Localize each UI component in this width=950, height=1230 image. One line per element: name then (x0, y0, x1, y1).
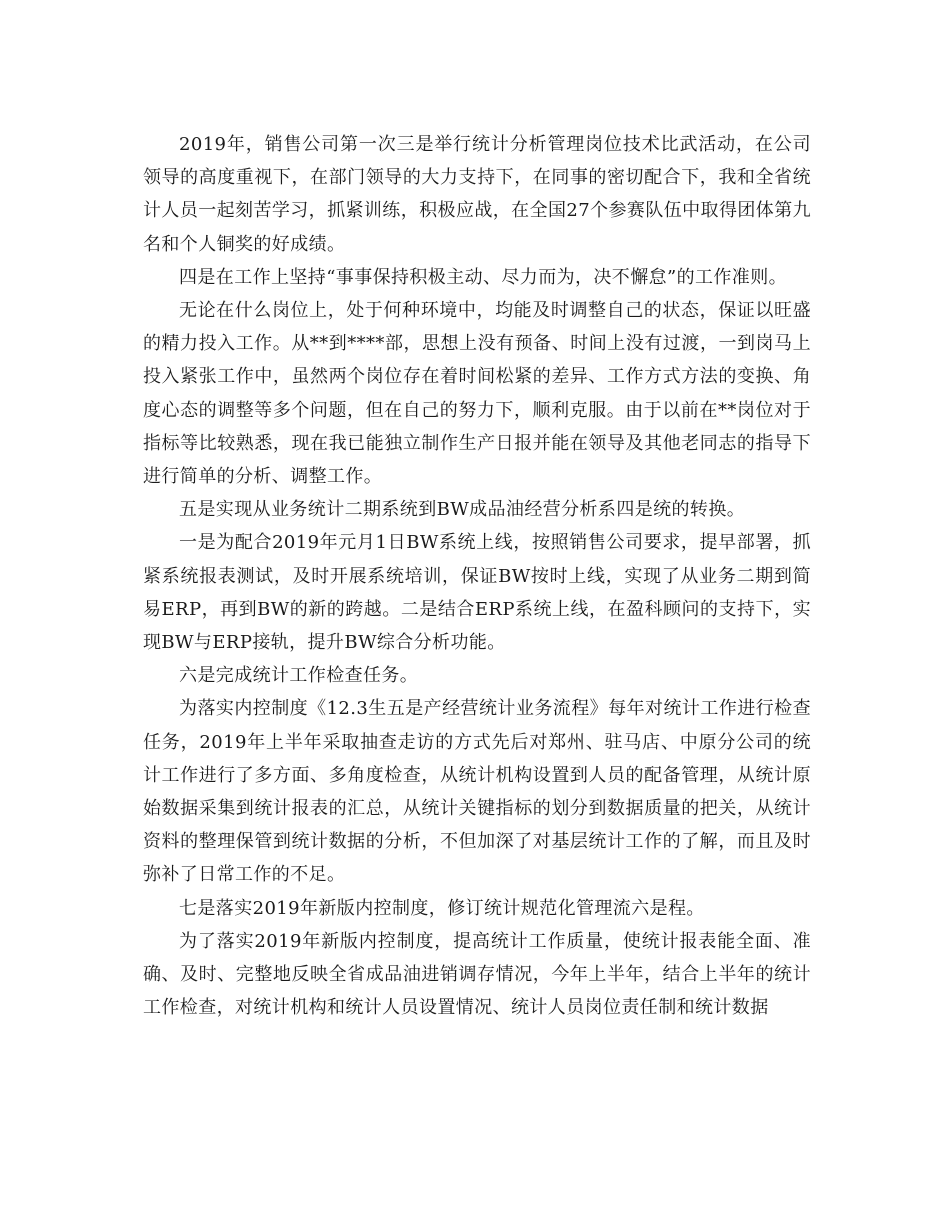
document-body (143, 128, 811, 1024)
paragraph: 无论在什么岗位上，处于何种环境中，均能及时调整自己的状态，保证以旺盛的精力投入工作。从**到****部，思想上没有预备、时间上没有过渡，一到岗马上投入紧张工作中，虽然两个岗位存在着时间松紧的差异、工作方式方法的变换、角度心态的调整等多个问题，但在自己的努力下，顺利克服。由于以前在**岗位对于指标等比较熟悉，现在我已能独立制作生产日报并能在领导及其他老同志的指导下进行简单的分析、调整工作。 (143, 300, 811, 488)
paragraph: 一是为配合2019年元月1日BW系统上线，按照销售公司要求，提早部署，抓紧系统报表测试，及时开展系统培训，保证BW按时上线，实现了从业务二期到简易ERP，再到BW的新的跨越。二是结合ERP系统上线，在盈科顾问的支持下，实现BW与ERP接轨，提升BW综合分析功能。 (143, 532, 811, 654)
paragraph: 五是实现从业务统计二期系统到BW成品油经营分析系四是统的转换。 (179, 499, 746, 521)
paragraph: 七是落实2019年新版内控制度，修订统计规范化管理流六是程。 (179, 897, 705, 919)
paragraph: 四是在工作上坚持“事事保持积极主动、尽力而为，决不懈怠”的工作准则。 (179, 266, 788, 288)
paragraph: 为了落实2019年新版内控制度，提高统计工作质量，使统计报表能全面、准确、及时、完整地反映全省成品油进销调存情况，今年上半年，结合上半年的统计工作检查，对统计机构和统计人员设置情况、统计人员岗位责任制和统计数据 (143, 930, 811, 1019)
paragraph: 六是完成统计工作检查任务。 (179, 665, 419, 687)
paragraph: 为落实内控制度《12.3生五是产经营统计业务流程》每年对统计工作进行检查任务，2019年上半年采取抽查走访的方式先后对郑州、驻马店、中原分公司的统计工作进行了多方面、多角度检查，从统计机构设置到人员的配备管理，从统计原始数据采集到统计报表的汇总，从统计关键指标的划分到数据质量的把关，从统计资料的整理保管到统计数据的分析，不但加深了对基层统计工作的了解，而且及时弥补了日常工作的不足。 (143, 698, 811, 886)
paragraph: 2019年，销售公司第一次三是举行统计分析管理岗位技术比武活动，在公司领导的高度重视下，在部门领导的大力支持下，在同事的密切配合下，我和全省统计人员一起刻苦学习，抓紧训练，积极应战，在全国27个参赛队伍中取得团体第九名和个人铜奖的好成绩。 (143, 134, 811, 255)
